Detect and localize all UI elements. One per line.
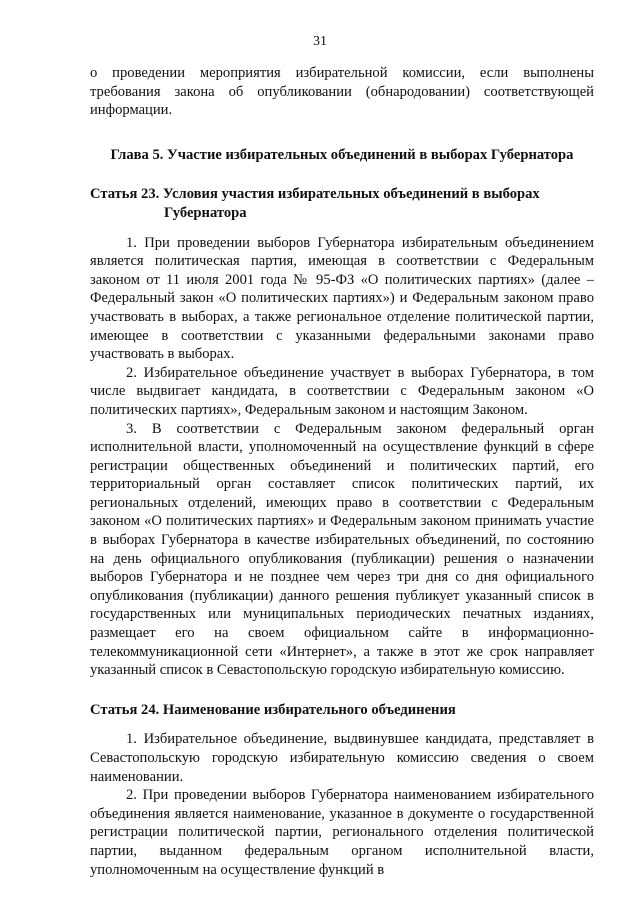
article-23-paragraph-3: 3. В соответствии с Федеральным законом федеральный орган исполнительной власти, уполномоченный на осуществление функций в сфере регистрации общественных объединений и политических партий, его территориальный орган составляет список политических партий, их региональных отделений, имеющих право в соответствии с Федеральным законом «О политических партиях» и Федеральным законом принимать участие в выборах Губернатора в качестве избирательных объединений, по состоянию на день официального опубликования (публикации) решения о назначении выборов Губернатора и не позднее чем через три дня со дня официального опубликования (публикации) данного решения публикует указанный список в государственных или муниципальных периодических печатных изданиях, размещает его на своем официальном сайте в информационно-телекоммуникационной сети «Интернет», а также в этот же срок направляет указанный список в Севастопольскую городскую избирательную комиссию. (90, 420, 594, 679)
article-23-paragraph-2: 2. Избирательное объединение участвует в выборах Губернатора, в том числе выдвигает кандидата, в соответствии с Федеральным законом «О политических партиях», Федеральным законом и настоящим Законом. (90, 364, 594, 418)
article-24-paragraph-1: 1. Избирательное объединение, выдвинувшее кандидата, представляет в Севастопольскую городскую избирательную комиссию сведения о своем наименовании. (90, 731, 594, 785)
chapter-title: Глава 5. Участие избирательных объединений в выборах Губернатора (110, 146, 574, 163)
document-body (90, 64, 594, 879)
article-24-title: Статья 24. Наименование избирательного объединения (90, 701, 456, 718)
article-23-paragraph-1: 1. При проведении выборов Губернатора избирательным объединением является политическая партия, имеющая в соответствии с Федеральным законом от 11 июля 2001 года № 95-ФЗ «О политических партиях» (далее – Федеральный закон «О политических партиях») и Федеральным законом право участвовать в выборах, а также региональное отделение политической партии, имеющее в соответствии с указанными федеральными законами право участвовать в выборах. (90, 234, 594, 363)
intro-paragraph: о проведении мероприятия избирательной комиссии, если выполнены требования закона об опубликовании (обнародовании) соответствующей информации. (90, 65, 594, 119)
article-23-title: Статья 23. Условия участия избирательных объединений в выборах Губернатора (90, 186, 540, 221)
page-number: 31 (313, 34, 327, 49)
article-24-paragraph-2: 2. При проведении выборов Губернатора наименованием избирательного объединения является наименование, указанное в документе о государственной регистрации политической партии, регионального отделения политической партии, выданном федеральным органом исполнительной власти, уполномоченным на осуществление функций в (90, 787, 594, 878)
